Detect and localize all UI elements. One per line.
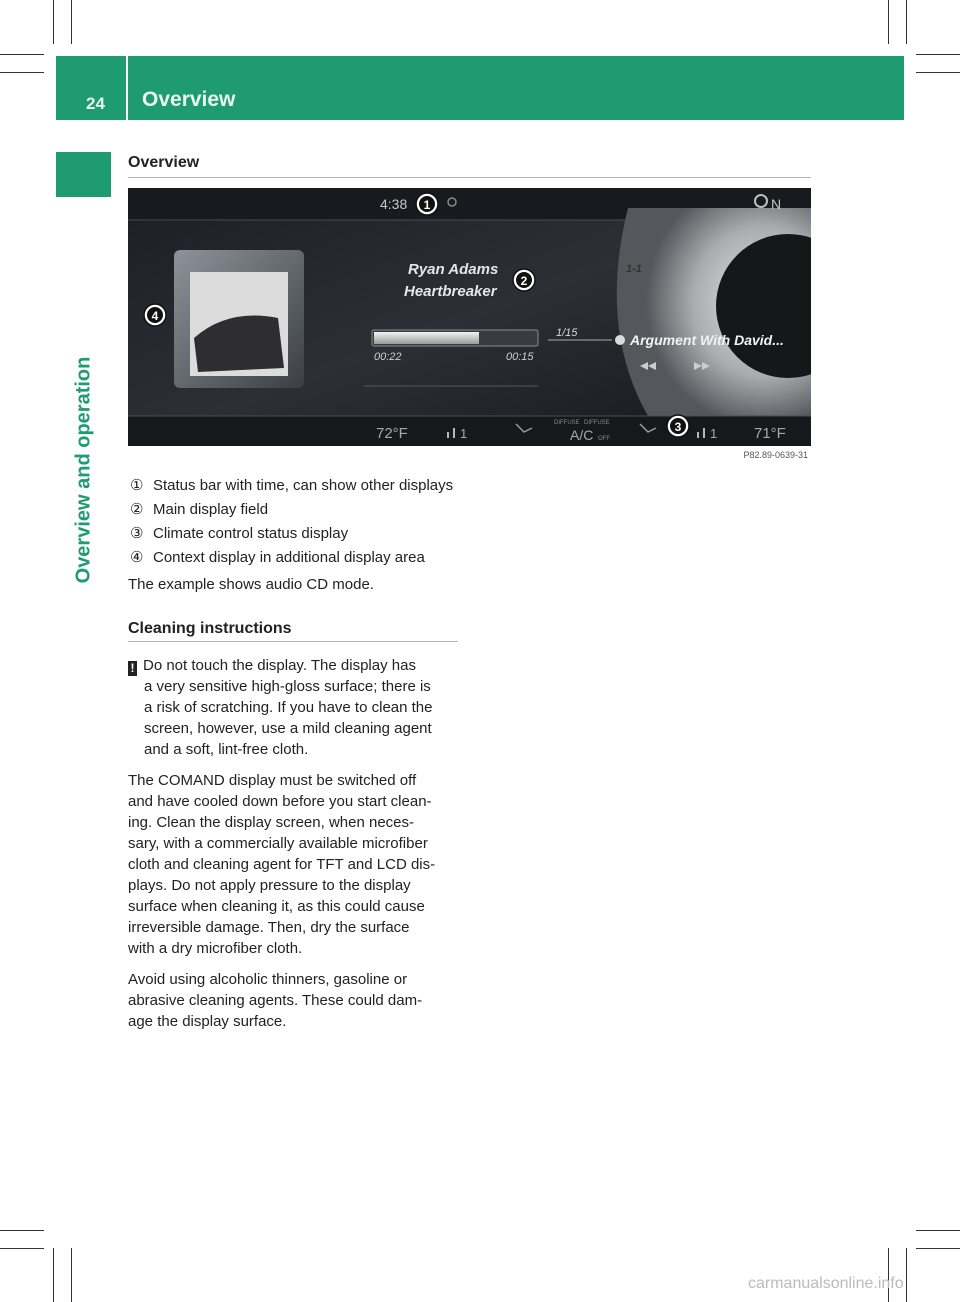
warning-line-3: a risk of scratching. If you have to clean the: [144, 699, 433, 716]
track-bullet: [615, 335, 625, 345]
crop-mark: [71, 1248, 72, 1302]
crop-mark: [0, 1248, 44, 1249]
legend-number: ④: [130, 549, 144, 566]
warning-block: [128, 655, 468, 760]
svg-text:3: 3: [674, 420, 682, 434]
warning-line-2: a very sensitive high-gloss surface; there is: [144, 678, 431, 695]
crop-mark: [0, 72, 44, 73]
fan-level-right: 1: [710, 426, 718, 441]
warning-line-5: and a soft, lint-free cloth.: [144, 741, 309, 758]
figure-caption-strip: [128, 446, 811, 464]
figure-code: P82.89-0639-31: [743, 450, 808, 460]
comand-display-figure: [128, 188, 811, 464]
crop-mark: [0, 1230, 44, 1231]
legend-number: ③: [130, 525, 144, 542]
svg-text:4: 4: [151, 309, 159, 323]
elapsed-time: 00:22: [374, 351, 402, 363]
crop-mark: [71, 0, 72, 44]
warning-icon: !: [128, 661, 137, 676]
callout-4: [144, 304, 166, 326]
track-position: 1/15: [556, 327, 578, 339]
climate-bar: [128, 416, 811, 446]
album-name: Heartbreaker: [404, 283, 497, 300]
ac-sub-label: OFF: [598, 436, 610, 442]
overview-heading-rule: [128, 177, 811, 178]
temperature-right: 71°F: [754, 425, 786, 442]
watermark: carmanualsonline.info: [748, 1275, 904, 1292]
cleaning-heading: Cleaning instructions: [128, 620, 292, 637]
paragraph-line: plays. Do not apply pressure to the display: [128, 877, 411, 894]
artist-name: Ryan Adams: [408, 261, 499, 278]
warning-line-4: screen, however, use a mild cleaning agent: [144, 720, 432, 737]
paragraph-2: [128, 969, 463, 1032]
paragraph-line: with a dry microfiber cloth.: [128, 940, 303, 957]
page-number: 24: [86, 94, 105, 113]
crop-mark: [888, 0, 889, 44]
warning-line-1: ! Do not touch the display. The display has: [128, 655, 468, 676]
paragraph-line: sary, with a commercially available microfiber: [128, 835, 428, 852]
example-note: The example shows audio CD mode.: [128, 576, 374, 593]
overview-heading: Overview: [128, 154, 200, 171]
svg-text:1: 1: [423, 198, 431, 212]
diffuse-label-left: DIFFUSE: [554, 420, 580, 426]
ac-label: A/C: [570, 427, 594, 443]
legend-item-1: [130, 476, 453, 494]
legend-item-3: [130, 524, 348, 542]
paragraph-line: irreversible damage. Then, dry the surface: [128, 919, 410, 936]
temperature-left: 72°F: [376, 425, 408, 442]
side-tab-label: Overview and operation: [72, 356, 95, 584]
side-tab-block: [56, 152, 111, 197]
paragraph-line: age the display surface.: [128, 1013, 287, 1030]
crop-mark: [916, 1248, 960, 1249]
legend-text: Status bar with time, can show other displays: [153, 477, 454, 494]
crop-mark: [916, 1230, 960, 1231]
legend-item-2: [130, 500, 268, 518]
header-separator: [126, 56, 128, 120]
paragraph-line: surface when cleaning it, as this could cause: [128, 898, 425, 915]
paragraph-line: Avoid using alcoholic thinners, gasoline or: [128, 971, 408, 988]
crop-mark: [53, 0, 54, 44]
paragraph-1: [128, 770, 463, 959]
crop-mark: [53, 1248, 54, 1302]
crop-mark: [906, 0, 907, 44]
header-title: Overview: [142, 88, 236, 111]
legend-number: ②: [130, 501, 144, 518]
legend-number: ①: [130, 477, 144, 494]
status-heading: N: [771, 196, 782, 212]
callout-2: [513, 269, 535, 291]
legend-text: Climate control status display: [153, 525, 349, 542]
crop-mark: [916, 54, 960, 55]
callout-1: [416, 193, 438, 215]
legend-text: Main display field: [153, 501, 269, 518]
progress-fill: [374, 332, 479, 344]
diffuse-label-right: DIFFUSE: [584, 420, 610, 426]
paragraph-line: abrasive cleaning agents. These could dam-: [128, 992, 423, 1009]
legend-item-4: [130, 548, 425, 566]
paragraph-line: The COMAND display must be switched off: [128, 772, 417, 789]
cleaning-heading-rule: [128, 641, 458, 642]
crop-mark: [916, 72, 960, 73]
paragraph-line: cloth and cleaning agent for TFT and LCD dis-: [128, 856, 436, 873]
disc-label: 1-1: [626, 263, 642, 275]
status-time: 4:38: [380, 196, 408, 212]
crop-mark: [906, 1248, 907, 1302]
legend-text: Context display in additional display area: [153, 549, 425, 566]
remaining-time: 00:15: [506, 351, 534, 363]
fan-level-left: 1: [460, 426, 468, 441]
paragraph-line: ing. Clean the display screen, when neces-: [128, 814, 414, 831]
crop-mark: [0, 54, 44, 55]
callout-3: [667, 415, 689, 437]
svg-text:2: 2: [520, 274, 528, 288]
track-title: Argument With David...: [630, 332, 784, 348]
display-illustration: [128, 188, 811, 464]
paragraph-line: and have cooled down before you start clean-: [128, 793, 432, 810]
